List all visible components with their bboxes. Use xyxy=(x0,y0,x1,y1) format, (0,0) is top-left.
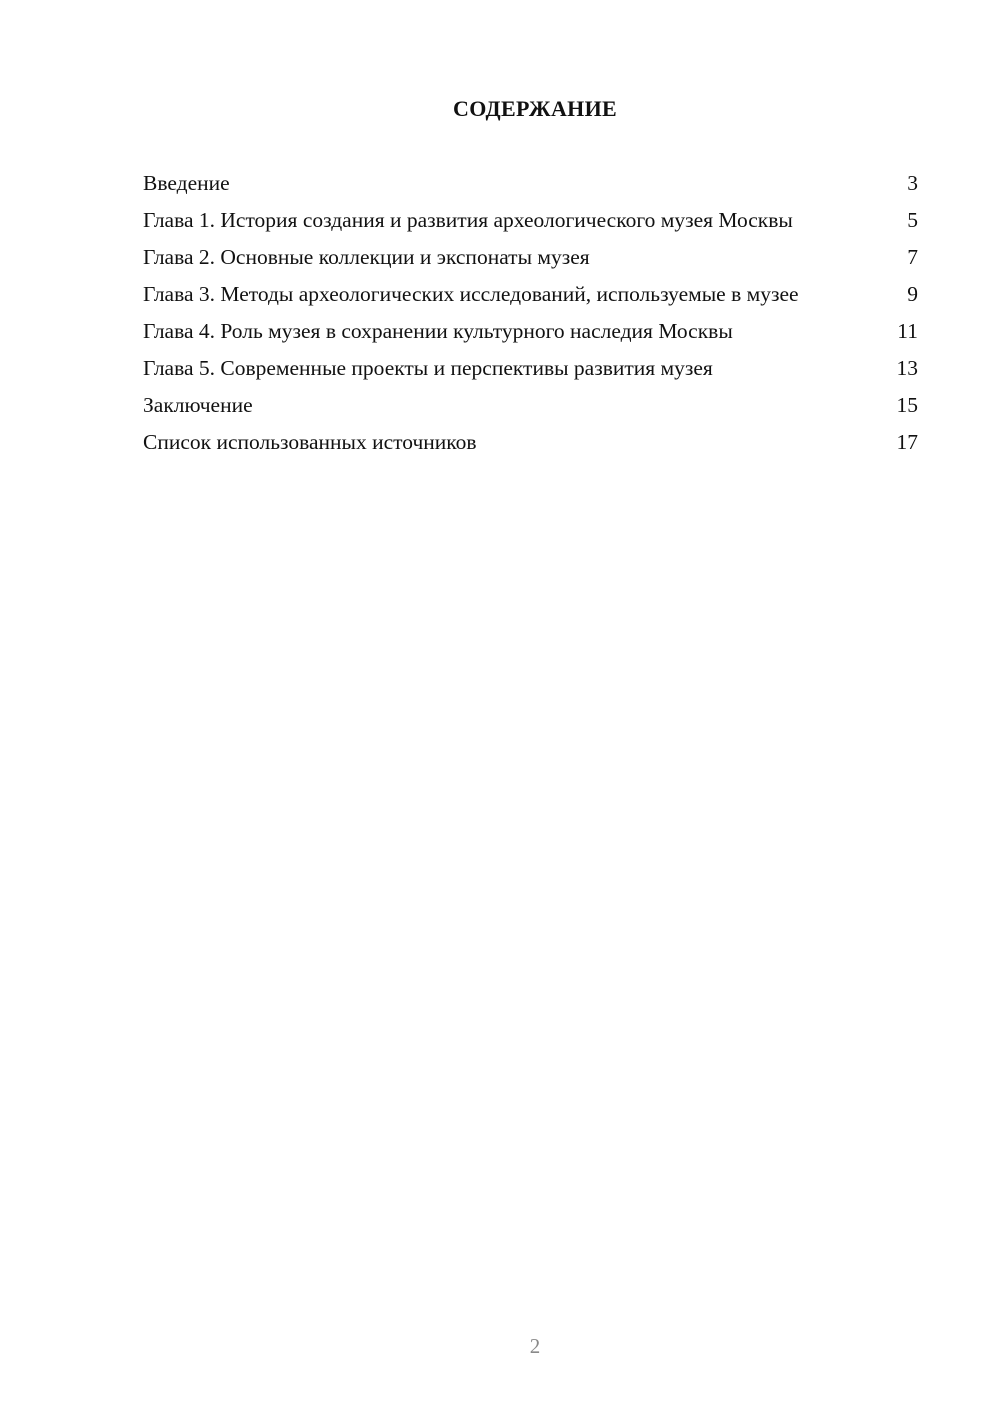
toc-entry-chapter-5 xyxy=(143,355,918,381)
toc-entry-page: 3 xyxy=(907,171,918,195)
toc-entry-chapter-4 xyxy=(143,318,918,344)
toc-entry-page: 15 xyxy=(896,393,918,417)
toc-entry-conclusion xyxy=(143,392,918,418)
toc-entry-page: 7 xyxy=(907,245,918,269)
toc-entry-page: 11 xyxy=(897,319,918,343)
toc-entry-text: Глава 5. Современные проекты и перспективы развития музея xyxy=(143,356,713,380)
toc-entry-page: 5 xyxy=(907,208,918,232)
toc-entry-page: 17 xyxy=(896,430,918,454)
toc-title: СОДЕРЖАНИЕ xyxy=(453,96,617,121)
toc-entry-text: Глава 3. Методы археологических исследований, используемые в музее xyxy=(143,282,799,306)
toc-entry-page: 13 xyxy=(896,356,918,380)
toc-entry-page: 9 xyxy=(907,282,918,306)
toc-entry-text: Введение xyxy=(143,171,230,195)
toc-entry-chapter-2 xyxy=(143,244,918,270)
toc-entry-text: Глава 1. История создания и развития археологического музея Москвы xyxy=(143,208,793,232)
toc-entry-references xyxy=(143,429,918,455)
toc-entry-text: Заключение xyxy=(143,393,253,417)
toc-entry-chapter-1 xyxy=(143,207,918,233)
toc-entry-chapter-3 xyxy=(143,281,918,307)
toc-entry-text: Глава 2. Основные коллекции и экспонаты музея xyxy=(143,245,590,269)
toc-entry-text: Глава 4. Роль музея в сохранении культурного наследия Москвы xyxy=(143,319,733,343)
page-number: 2 xyxy=(529,1334,541,1358)
toc-list xyxy=(143,170,918,466)
toc-entry-text: Список использованных источников xyxy=(143,430,477,454)
toc-entry-introduction xyxy=(143,170,918,196)
